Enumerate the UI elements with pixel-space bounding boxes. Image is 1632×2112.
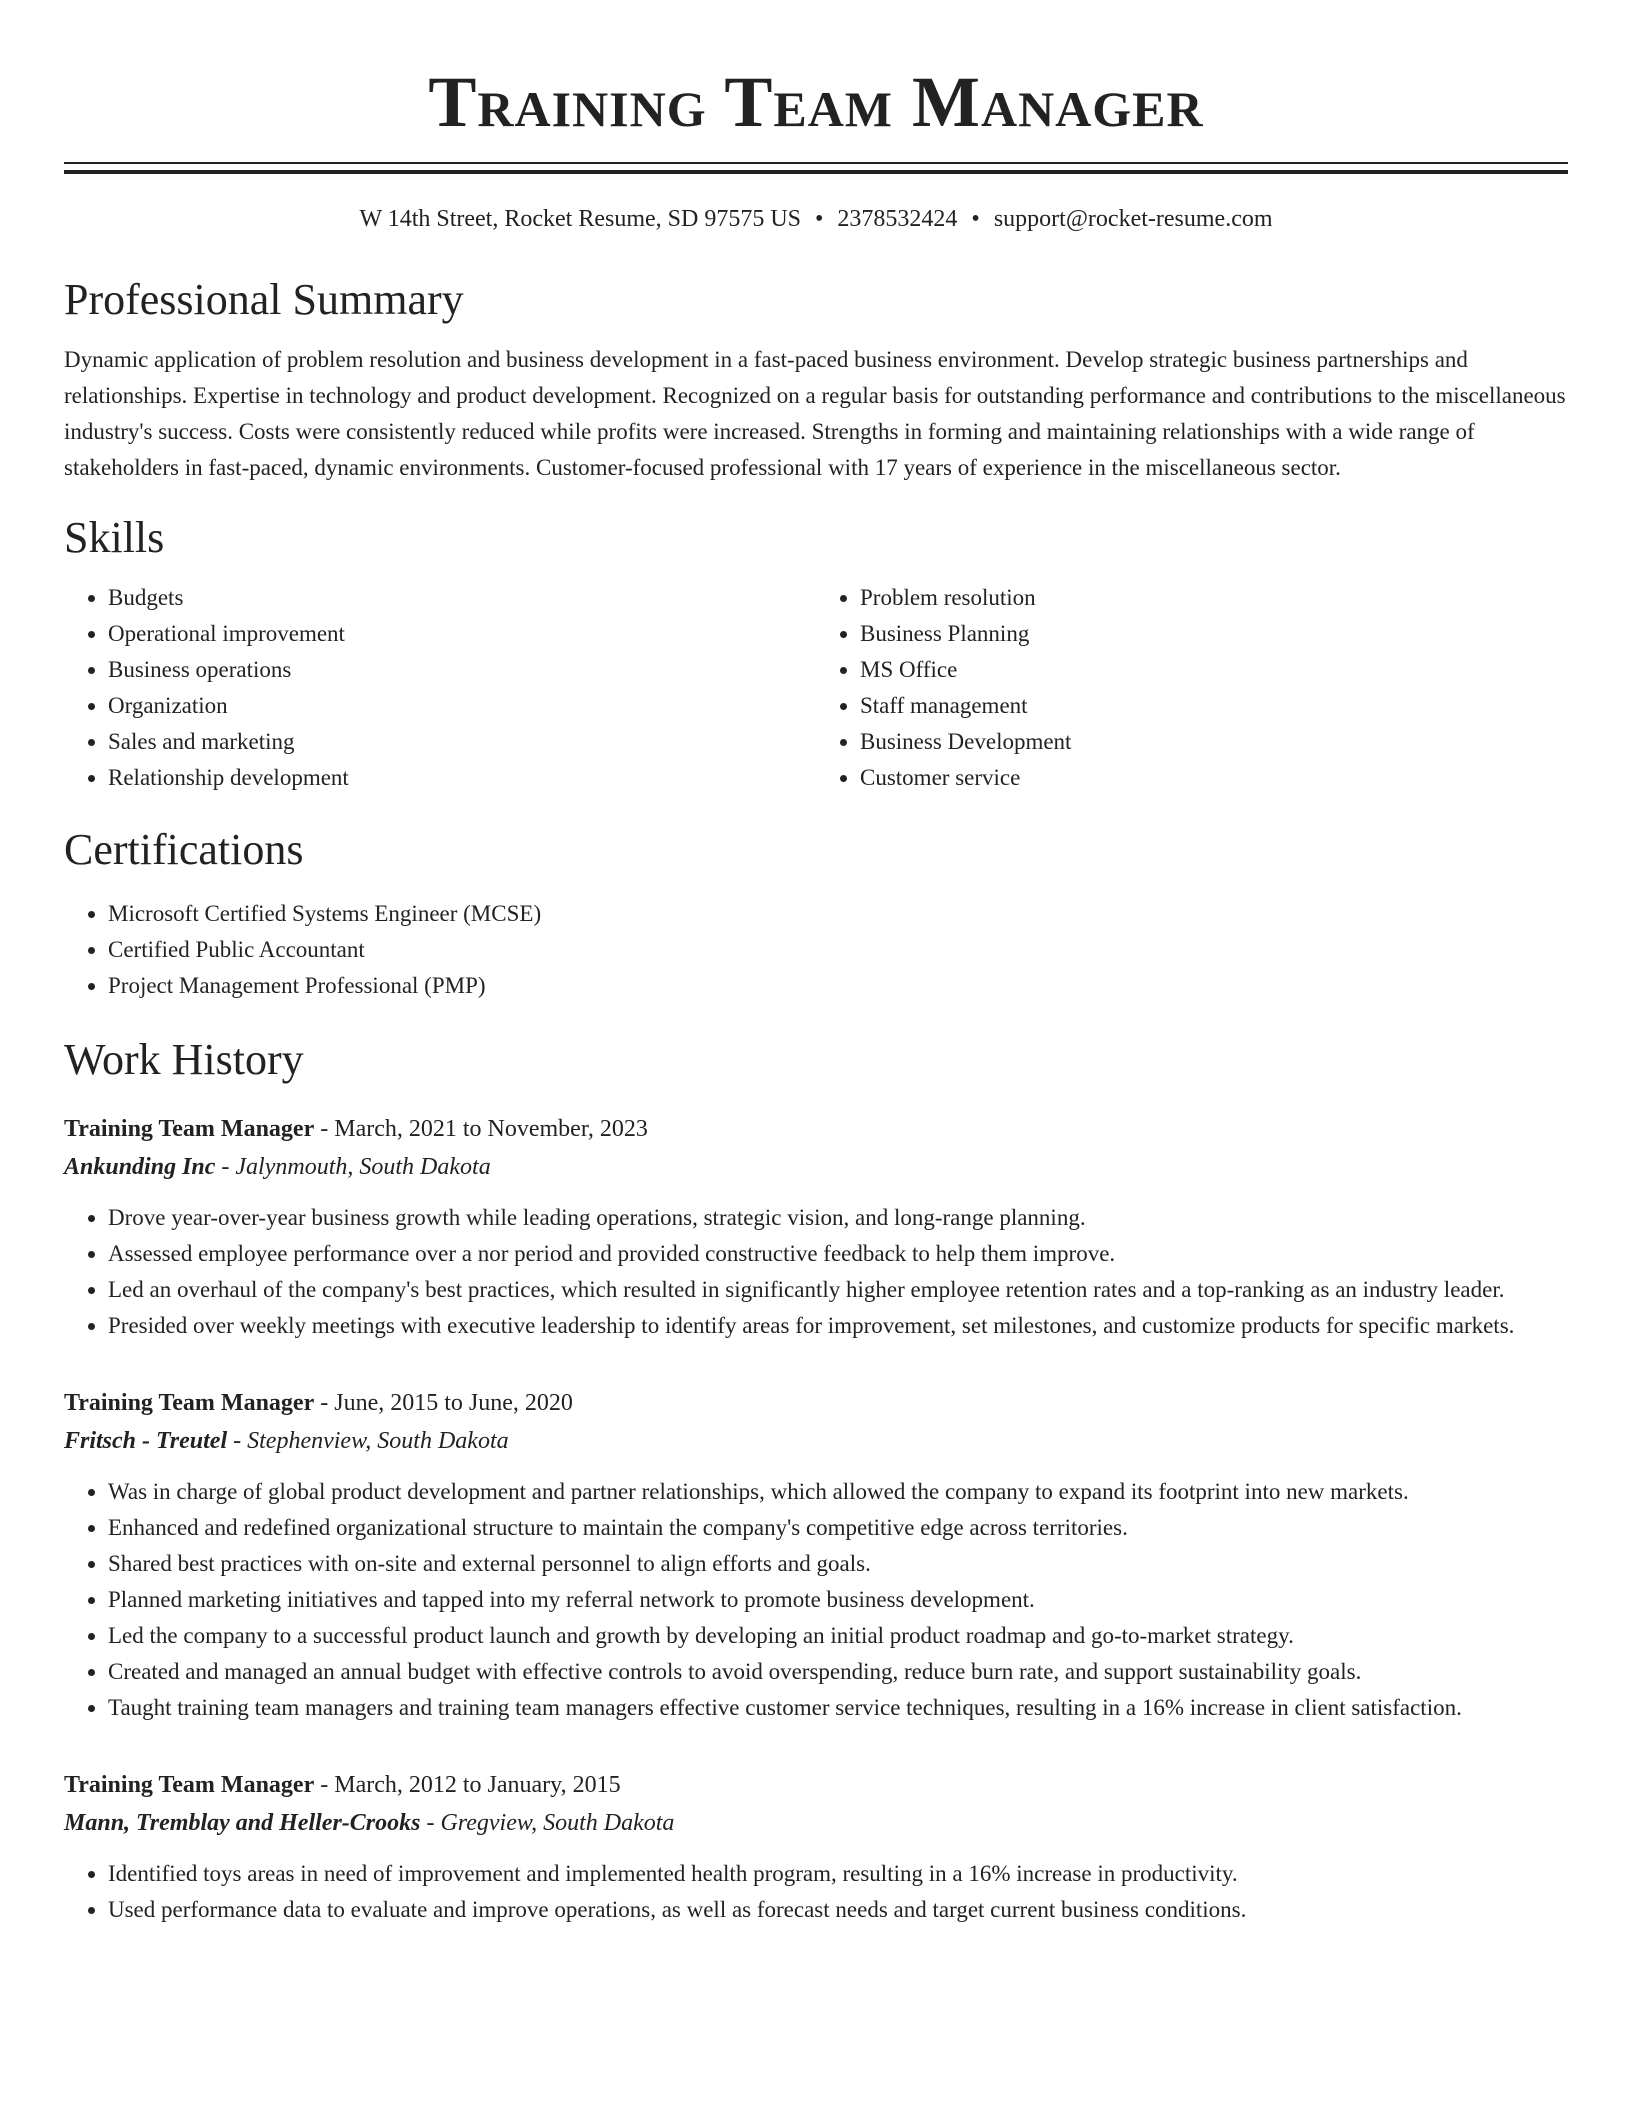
- job-dates: - March, 2021 to November, 2023: [314, 1116, 648, 1142]
- skills-heading: Skills: [64, 513, 165, 562]
- skill-item: • Business operations: [108, 652, 816, 688]
- job-location: - Jalynmouth, South Dakota: [215, 1154, 491, 1180]
- skill-item: • Organization: [108, 688, 816, 724]
- skill-item: • Business Planning: [860, 616, 1568, 652]
- job-bullets: [64, 1856, 1568, 1928]
- job-title-line: [64, 1766, 1568, 1804]
- job-title-line: [64, 1110, 1568, 1148]
- job-entry: [64, 1766, 1568, 1928]
- job-company: Mann, Tremblay and Heller-Crooks: [64, 1810, 421, 1836]
- certification-item: • Project Management Professional (PMP): [108, 968, 1568, 1004]
- job-title: Training Team Manager: [64, 1116, 315, 1142]
- skill-item: • Relationship development: [108, 760, 816, 796]
- job-bullets: [64, 1474, 1568, 1726]
- contact-line: [64, 204, 1568, 234]
- job-bullet: • Led an overhaul of the company's best practices, which resulted in significantly higher employee retention rates and a top-ranking as an industry leader.: [108, 1272, 1568, 1308]
- certifications-list: [64, 896, 1568, 1004]
- job-bullets: [64, 1200, 1568, 1344]
- job-company: Ankunding Inc: [64, 1154, 216, 1180]
- job-bullet: • Was in charge of global product development and partner relationships, which allowed the company to expand its footprint into new markets.: [108, 1474, 1568, 1510]
- skill-item: • Budgets: [108, 580, 816, 616]
- job-bullet: • Led the company to a successful product launch and growth by developing an initial product roadmap and go-to-market strategy.: [108, 1618, 1568, 1654]
- header-divider-thick: [64, 170, 1568, 174]
- contact-address: W 14th Street, Rocket Resume, SD 97575 US: [359, 206, 802, 232]
- candidate-name: Training Team Manager: [428, 62, 1204, 142]
- job-title-line: [64, 1384, 1568, 1422]
- job-bullet: • Drove year-over-year business growth while leading operations, strategic vision, and long-range planning.: [108, 1200, 1568, 1236]
- skill-item: • Customer service: [860, 760, 1568, 796]
- job-dates: - March, 2012 to January, 2015: [314, 1772, 621, 1798]
- skills-list-left: [64, 580, 816, 796]
- skill-item: • Problem resolution: [860, 580, 1568, 616]
- job-bullet: • Planned marketing initiatives and tapped into my referral network to promote business development.: [108, 1582, 1568, 1618]
- resume-page: [64, 0, 1568, 1928]
- skills-columns: [64, 580, 1568, 796]
- summary-text: Dynamic application of problem resolution and business development in a fast-paced business environment. Develop strategic business partnerships and relationships. Expertise in technology and product development. Recognized on a regular basis for outstanding performance and contributions to the miscellaneous industry's success. Costs were consistently reduced while profits were increased. Strengths in forming and maintaining relationships with a wide range of stakeholders in fast-paced, dynamic environments. Customer-focused professional with 17 years of experience in the miscellaneous sector.: [64, 347, 1566, 480]
- job-location: - Stephenview, South Dakota: [227, 1428, 509, 1454]
- skill-item: • MS Office: [860, 652, 1568, 688]
- job-location: - Gregview, South Dakota: [420, 1810, 675, 1836]
- skill-item: • Business Development: [860, 724, 1568, 760]
- certifications-heading: Certifications: [64, 825, 304, 874]
- job-bullet: • Presided over weekly meetings with executive leadership to identify areas for improvement, set milestones, and customize products for specific markets.: [108, 1308, 1568, 1344]
- job-bullet: • Used performance data to evaluate and improve operations, as well as forecast needs and target current business conditions.: [108, 1892, 1568, 1928]
- job-bullet: • Assessed employee performance over a nor period and provided constructive feedback to help them improve.: [108, 1236, 1568, 1272]
- contact-separator: •: [971, 206, 980, 232]
- job-entry: [64, 1110, 1568, 1344]
- job-bullet: • Taught training team managers and training team managers effective customer service techniques, resulting in a 16% increase in client satisfaction.: [108, 1690, 1568, 1726]
- job-dates: - June, 2015 to June, 2020: [314, 1390, 573, 1416]
- job-company: Fritsch - Treutel: [64, 1428, 228, 1454]
- skill-item: • Operational improvement: [108, 616, 816, 652]
- skill-item: • Sales and marketing: [108, 724, 816, 760]
- job-bullet: • Created and managed an annual budget with effective controls to avoid overspending, reduce burn rate, and support sustainability goals.: [108, 1654, 1568, 1690]
- job-bullet: • Identified toys areas in need of improvement and implemented health program, resulting in a 16% increase in productivity.: [108, 1856, 1568, 1892]
- contact-separator: •: [815, 206, 824, 232]
- summary-heading: Professional Summary: [64, 275, 464, 324]
- job-bullet: • Enhanced and redefined organizational structure to maintain the company's competitive edge across territories.: [108, 1510, 1568, 1546]
- job-title: Training Team Manager: [64, 1390, 315, 1416]
- job-title: Training Team Manager: [64, 1772, 315, 1798]
- job-bullet: • Shared best practices with on-site and external personnel to align efforts and goals.: [108, 1546, 1568, 1582]
- certification-item: • Microsoft Certified Systems Engineer (MCSE): [108, 896, 1568, 932]
- skills-list-right: [816, 580, 1568, 796]
- work-history-heading: Work History: [64, 1035, 304, 1084]
- job-company-line: [64, 1422, 1568, 1460]
- contact-phone: 2378532424: [837, 206, 958, 232]
- header-divider-thin: [64, 162, 1568, 164]
- job-entry: [64, 1384, 1568, 1726]
- job-company-line: [64, 1804, 1568, 1842]
- job-company-line: [64, 1148, 1568, 1186]
- contact-email: support@rocket-resume.com: [993, 206, 1273, 232]
- certification-item: • Certified Public Accountant: [108, 932, 1568, 968]
- skill-item: • Staff management: [860, 688, 1568, 724]
